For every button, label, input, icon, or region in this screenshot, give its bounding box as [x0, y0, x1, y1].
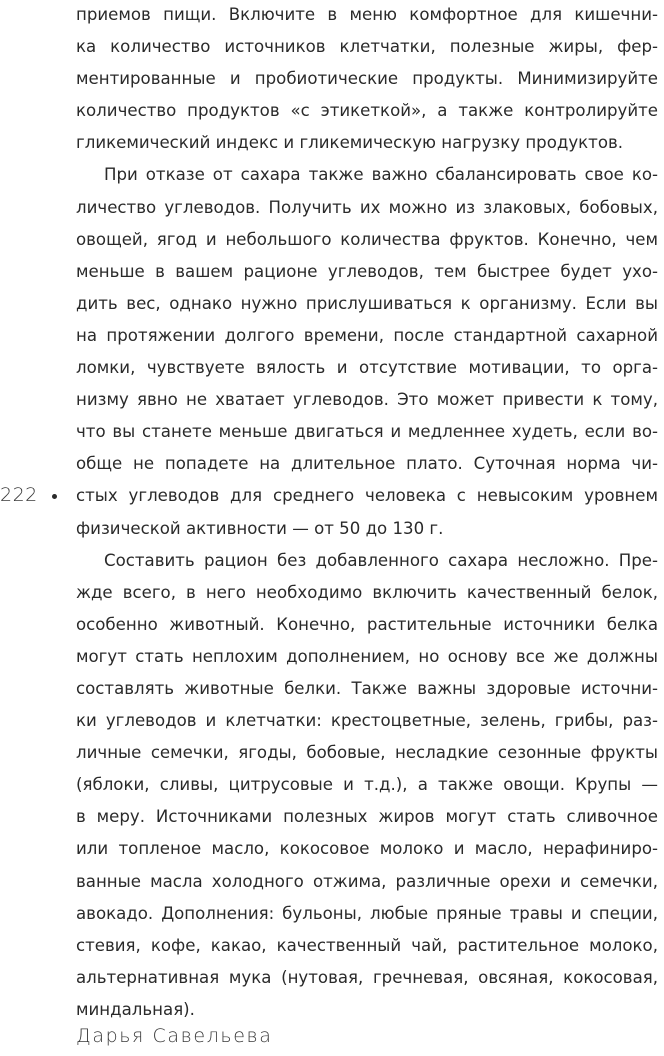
- text-line: физической активности — от 50 до 130 г.: [76, 518, 444, 538]
- text-line: гликемический индекс и гликемическую нагрузку продуктов.: [76, 133, 624, 153]
- text-line: ломки, чувствуете вялость и отсутствие мотивации, то орга-: [76, 358, 658, 378]
- text-line: ванные масла холодного отжима, различные орехи и семечки,: [76, 871, 658, 891]
- author-footer: Дарья Савельева: [76, 1025, 273, 1047]
- text-line: альтернативная мука (нутовая, гречневая, овсяная, кокосовая,: [76, 967, 658, 987]
- text-line: миндальная).: [76, 999, 195, 1019]
- text-line: обще не попадете на длительное плато. Суточная норма чи-: [76, 454, 658, 474]
- paragraph-first-line: При отказе от сахара также важно сбалансировать свое ко-: [104, 165, 658, 185]
- paragraph-first-line: Составить рацион без добавленного сахара несложно. Пре-: [104, 550, 658, 570]
- text-line: стых углеводов для среднего человека с невысоким уровнем: [76, 486, 658, 506]
- text-line: меньше в вашем рационе углеводов, тем быстрее будет ухо-: [76, 261, 658, 281]
- text-line: дить вес, однако нужно прислушиваться к организму. Если вы: [76, 293, 658, 313]
- text-line: количество продуктов «с этикеткой», а также контролируйте: [76, 101, 658, 121]
- text-line: могут стать неплохим дополнением, но основу все же должны: [76, 646, 658, 666]
- page-number: 222: [0, 484, 38, 506]
- text-line: ка количество источников клетчатки, полезные жиры, фер-: [76, 37, 658, 57]
- text-line: жде всего, в него необходимо включить качественный белок,: [76, 582, 658, 602]
- text-line: в меру. Источниками полезных жиров могут стать сливочное: [76, 807, 658, 827]
- text-line: авокадо. Дополнения: бульоны, любые пряные травы и специи,: [76, 903, 658, 923]
- text-line: (яблоки, сливы, цитрусовые и т.д.), а также овощи. Крупы —: [76, 775, 658, 795]
- page-number-dot: [52, 494, 57, 499]
- text-line: приемов пищи. Включите в меню комфортное для кишечни-: [76, 5, 658, 24]
- text-line: низму явно не хватает углеводов. Это может привести к тому,: [76, 390, 658, 410]
- text-line: овощей, ягод и небольшого количества фруктов. Конечно, чем: [76, 229, 658, 249]
- text-line: на протяжении долгого времени, после стандартной сахарной: [76, 325, 658, 345]
- text-line: особенно животный. Конечно, растительные источники белка: [76, 614, 658, 634]
- text-line: составлять животные белки. Также важны здоровые источни-: [76, 678, 658, 698]
- text-line: ментированные и пробиотические продукты. Минимизируйте: [76, 69, 658, 89]
- text-line: или топленое масло, кокосовое молоко и масло, нерафиниро-: [76, 839, 658, 859]
- text-line: что вы станете меньше двигаться и медленнее худеть, если во-: [76, 422, 658, 442]
- text-line: личные семечки, ягоды, бобовые, несладкие сезонные фрукты: [76, 743, 658, 763]
- text-line: стевия, кофе, какао, качественный чай, растительное молоко,: [76, 935, 658, 955]
- body-text: [76, 0, 658, 1026]
- text-line: личество углеводов. Получить их можно из злаковых, бобовых,: [76, 197, 658, 217]
- text-line: ки углеводов и клетчатки: крестоцветные, зелень, грибы, раз-: [76, 711, 658, 731]
